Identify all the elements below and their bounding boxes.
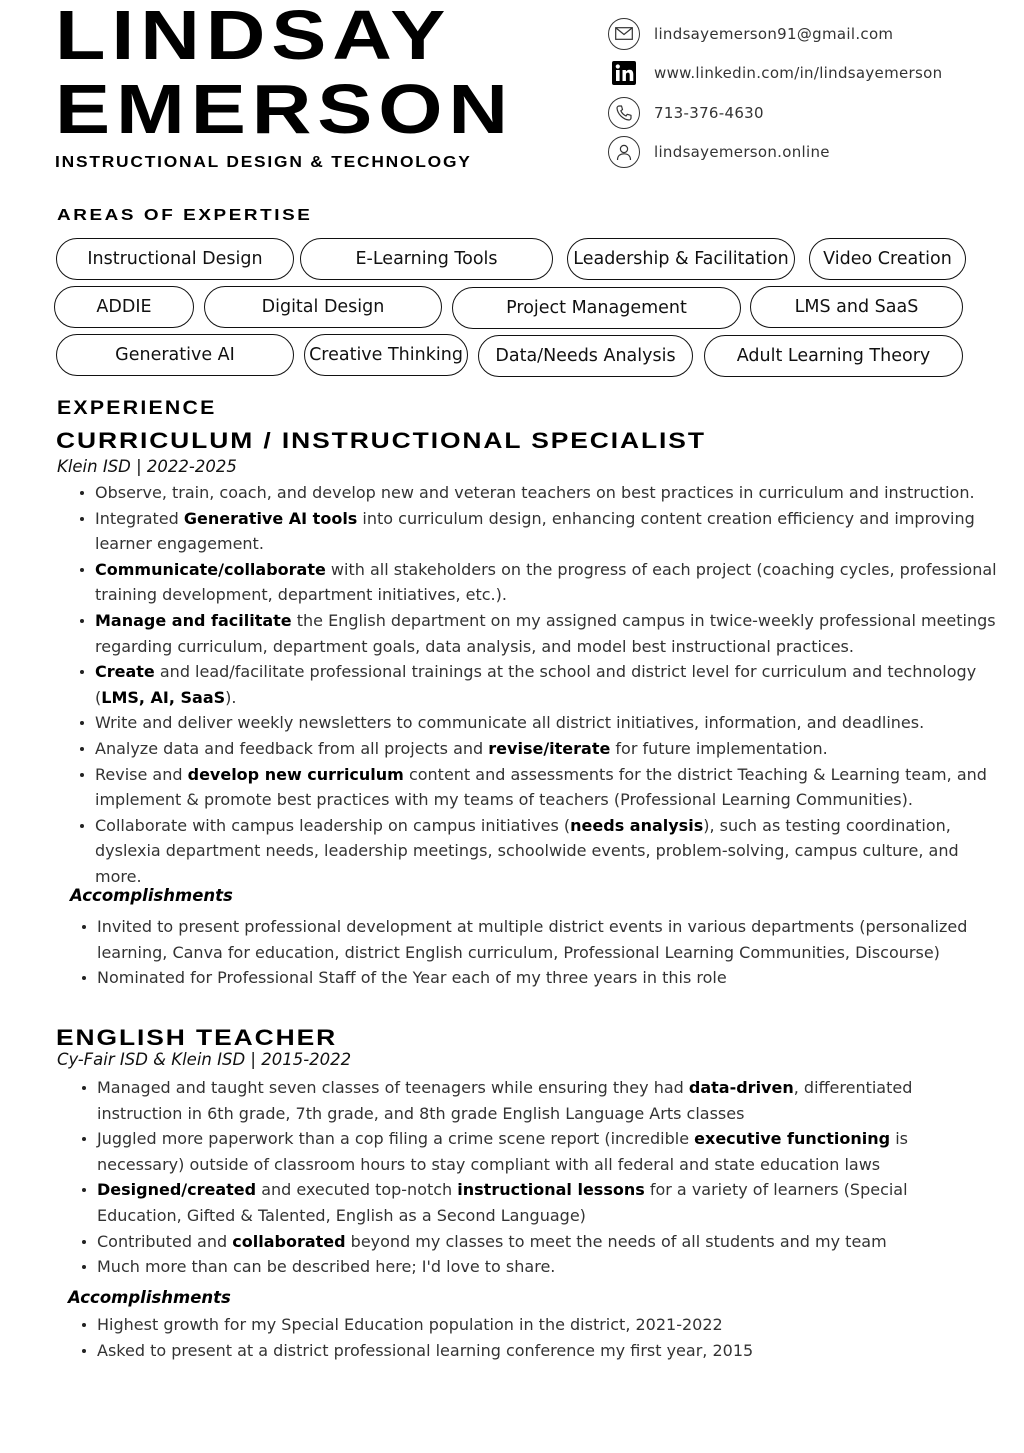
- email-text[interactable]: lindsayemerson91@gmail.com: [654, 24, 894, 43]
- linkedin-text[interactable]: www.linkedin.com/in/lindsayemerson: [654, 64, 943, 83]
- skill-pill: E-Learning Tools: [300, 238, 553, 280]
- bullet-text: Analyze data and feedback from all projects and: [95, 738, 489, 758]
- bullet-emphasis: Create: [95, 662, 155, 682]
- job-bullets: [97, 1075, 977, 1280]
- bullet-text: Juggled more paperwork than a cop filing a crime scene report (incredible: [97, 1129, 695, 1149]
- contact-phone[interactable]: [608, 93, 942, 133]
- website-text[interactable]: lindsayemerson.online: [654, 143, 830, 162]
- professional-title: INSTRUCTIONAL DESIGN & TECHNOLOGY: [55, 154, 472, 171]
- bullet-emphasis: LMS, AI, SaaS: [101, 687, 226, 707]
- job-org-dates: Cy-Fair ISD & Klein ISD | 2015-2022: [57, 1050, 352, 1069]
- bullet-emphasis: executive functioning: [694, 1129, 891, 1149]
- expertise-heading: AREAS OF EXPERTISE: [57, 207, 313, 224]
- bullet-text: Collaborate with campus leadership on campus initiatives (: [95, 815, 571, 835]
- phone-text[interactable]: 713-376-4630: [654, 103, 764, 122]
- bullet-emphasis: Designed/created: [97, 1180, 257, 1200]
- skill-pill: ADDIE: [54, 286, 194, 328]
- job-bullets: [95, 480, 1007, 890]
- phone-icon: [608, 97, 640, 129]
- skill-pill: Instructional Design: [56, 238, 294, 280]
- bullet-emphasis: collaborated: [232, 1231, 346, 1251]
- bullet-emphasis: Communicate/collaborate: [95, 559, 326, 579]
- bullet-text: Nominated for Professional Staff of the Year each of my three years in this role: [97, 968, 727, 988]
- accomplishment-list: [97, 1312, 977, 1363]
- last-name: EMERSON: [55, 70, 514, 148]
- experience-heading: EXPERIENCE: [57, 398, 217, 419]
- bullet-text: Write and deliver weekly newsletters to communicate all district initiatives, information, and deadlines.: [95, 713, 925, 733]
- skill-pill: Generative AI: [56, 334, 294, 376]
- contact-email[interactable]: [608, 14, 942, 54]
- bullet-text: with all stakeholders on the progress of each project (coaching cycles, professional training development, department initiatives, etc.).: [95, 559, 997, 605]
- bullet-item: [97, 1254, 977, 1280]
- first-name: LINDSAY: [55, 0, 452, 74]
- bullet-emphasis: instructional lessons: [457, 1180, 645, 1200]
- bullet-text: Managed and taught seven classes of teenagers while ensuring they had: [97, 1078, 689, 1097]
- accomplishments-heading: Accomplishments: [68, 1288, 231, 1307]
- bullet-text: the English department on my assigned campus in twice-weekly professional meetings regarding curriculum, department goals, data analysis, and model best instructional practices.: [95, 610, 996, 656]
- skill-pill: Video Creation: [809, 238, 966, 280]
- job-org-dates: Klein ISD | 2022-2025: [57, 457, 237, 476]
- bullet-item: [97, 1177, 977, 1228]
- bullet-item: [95, 480, 1007, 506]
- skill-pill: Project Management: [452, 287, 741, 329]
- bullet-emphasis: data-driven: [688, 1078, 794, 1097]
- bullet-text: Highest growth for my Special Education population in the district, 2021-2022: [97, 1315, 723, 1334]
- bullet-item: [95, 710, 1007, 736]
- bullet-text: content and assessments for the district Teaching & Learning team, and implement & promote best practices with my teams of teachers (Professional Learning Communities).: [95, 764, 987, 810]
- bullet-item: [97, 914, 997, 965]
- bullet-item: [97, 1229, 977, 1255]
- mail-icon: [608, 18, 640, 50]
- skill-pill: Data/Needs Analysis: [478, 335, 693, 377]
- user-icon: [608, 136, 640, 168]
- skill-pill: Adult Learning Theory: [704, 335, 963, 377]
- skill-pill: Leadership & Facilitation: [567, 238, 795, 280]
- bullet-text: Invited to present professional development at multiple district events in various departments (personalized learning, Canva for education, district English curriculum, Professional Learning Communities, Discourse): [97, 917, 968, 962]
- bullet-emphasis: Manage and facilitate: [95, 610, 292, 630]
- bullet-text: ).: [225, 687, 237, 707]
- bullet-emphasis: needs analysis: [570, 815, 704, 835]
- skill-pill: Digital Design: [204, 286, 442, 328]
- job-title: ENGLISH TEACHER: [56, 1025, 338, 1050]
- contact-block: [608, 14, 942, 172]
- bullet-text: is necessary) outside of classroom hours to stay compliant with all federal and state education laws: [97, 1129, 908, 1174]
- bullet-text: beyond my classes to meet the needs of all students and my team: [345, 1231, 887, 1251]
- job-title: CURRICULUM / INSTRUCTIONAL SPECIALIST: [56, 428, 706, 453]
- bullet-item: [97, 1312, 977, 1338]
- contact-website[interactable]: [608, 133, 942, 173]
- bullet-emphasis: revise/iterate: [488, 738, 611, 758]
- linkedin-icon: [608, 57, 640, 89]
- bullet-text: Integrated: [95, 508, 184, 528]
- contact-linkedin[interactable]: [608, 54, 942, 94]
- bullet-text: for future implementation.: [610, 738, 828, 758]
- bullet-item: [97, 1126, 977, 1177]
- bullet-item: [97, 1338, 977, 1364]
- bullet-text: into curriculum design, enhancing content creation efficiency and improving learner engagement.: [95, 508, 975, 554]
- bullet-item: [95, 557, 1007, 608]
- accomplishment-list: [97, 914, 997, 991]
- bullet-text: and lead/facilitate professional trainings at the school and district level for curriculum and technology (: [95, 662, 977, 707]
- bullet-item: [95, 813, 1007, 890]
- bullet-item: [95, 659, 1007, 710]
- bullet-text: , differentiated instruction in 6th grade, 7th grade, and 8th grade English Language Arts classes: [97, 1078, 913, 1123]
- skill-pill: LMS and SaaS: [750, 286, 963, 328]
- bullet-item: [97, 1075, 977, 1126]
- bullet-text: for a variety of learners (Special Education, Gifted & Talented, English as a Second Language): [97, 1180, 908, 1225]
- bullet-text: Observe, train, coach, and develop new and veteran teachers on best practices in curriculum and instruction.: [95, 483, 975, 502]
- bullet-item: [95, 762, 1007, 813]
- skill-pill: Creative Thinking: [304, 334, 468, 376]
- bullet-item: [97, 965, 997, 991]
- bullet-item: [95, 506, 1007, 557]
- candidate-name: [55, 0, 514, 148]
- bullet-text: and executed top-notch: [256, 1180, 458, 1200]
- bullet-text: Contributed and: [97, 1231, 233, 1251]
- bullet-emphasis: Generative AI tools: [183, 508, 358, 528]
- bullet-item: [95, 736, 1007, 762]
- bullet-text: Revise and: [95, 764, 188, 784]
- accomplishments-heading: Accomplishments: [70, 886, 233, 905]
- bullet-text: ), such as testing coordination, dyslexia department needs, leadership meetings, schoolwide events, problem-solving, campus culture, and more.: [95, 815, 959, 886]
- bullet-text: Asked to present at a district professional learning conference my first year, 2015: [97, 1340, 754, 1360]
- bullet-text: Much more than can be described here; I'd love to share.: [97, 1257, 556, 1277]
- bullet-emphasis: develop new curriculum: [187, 764, 404, 784]
- bullet-item: [95, 608, 1007, 659]
